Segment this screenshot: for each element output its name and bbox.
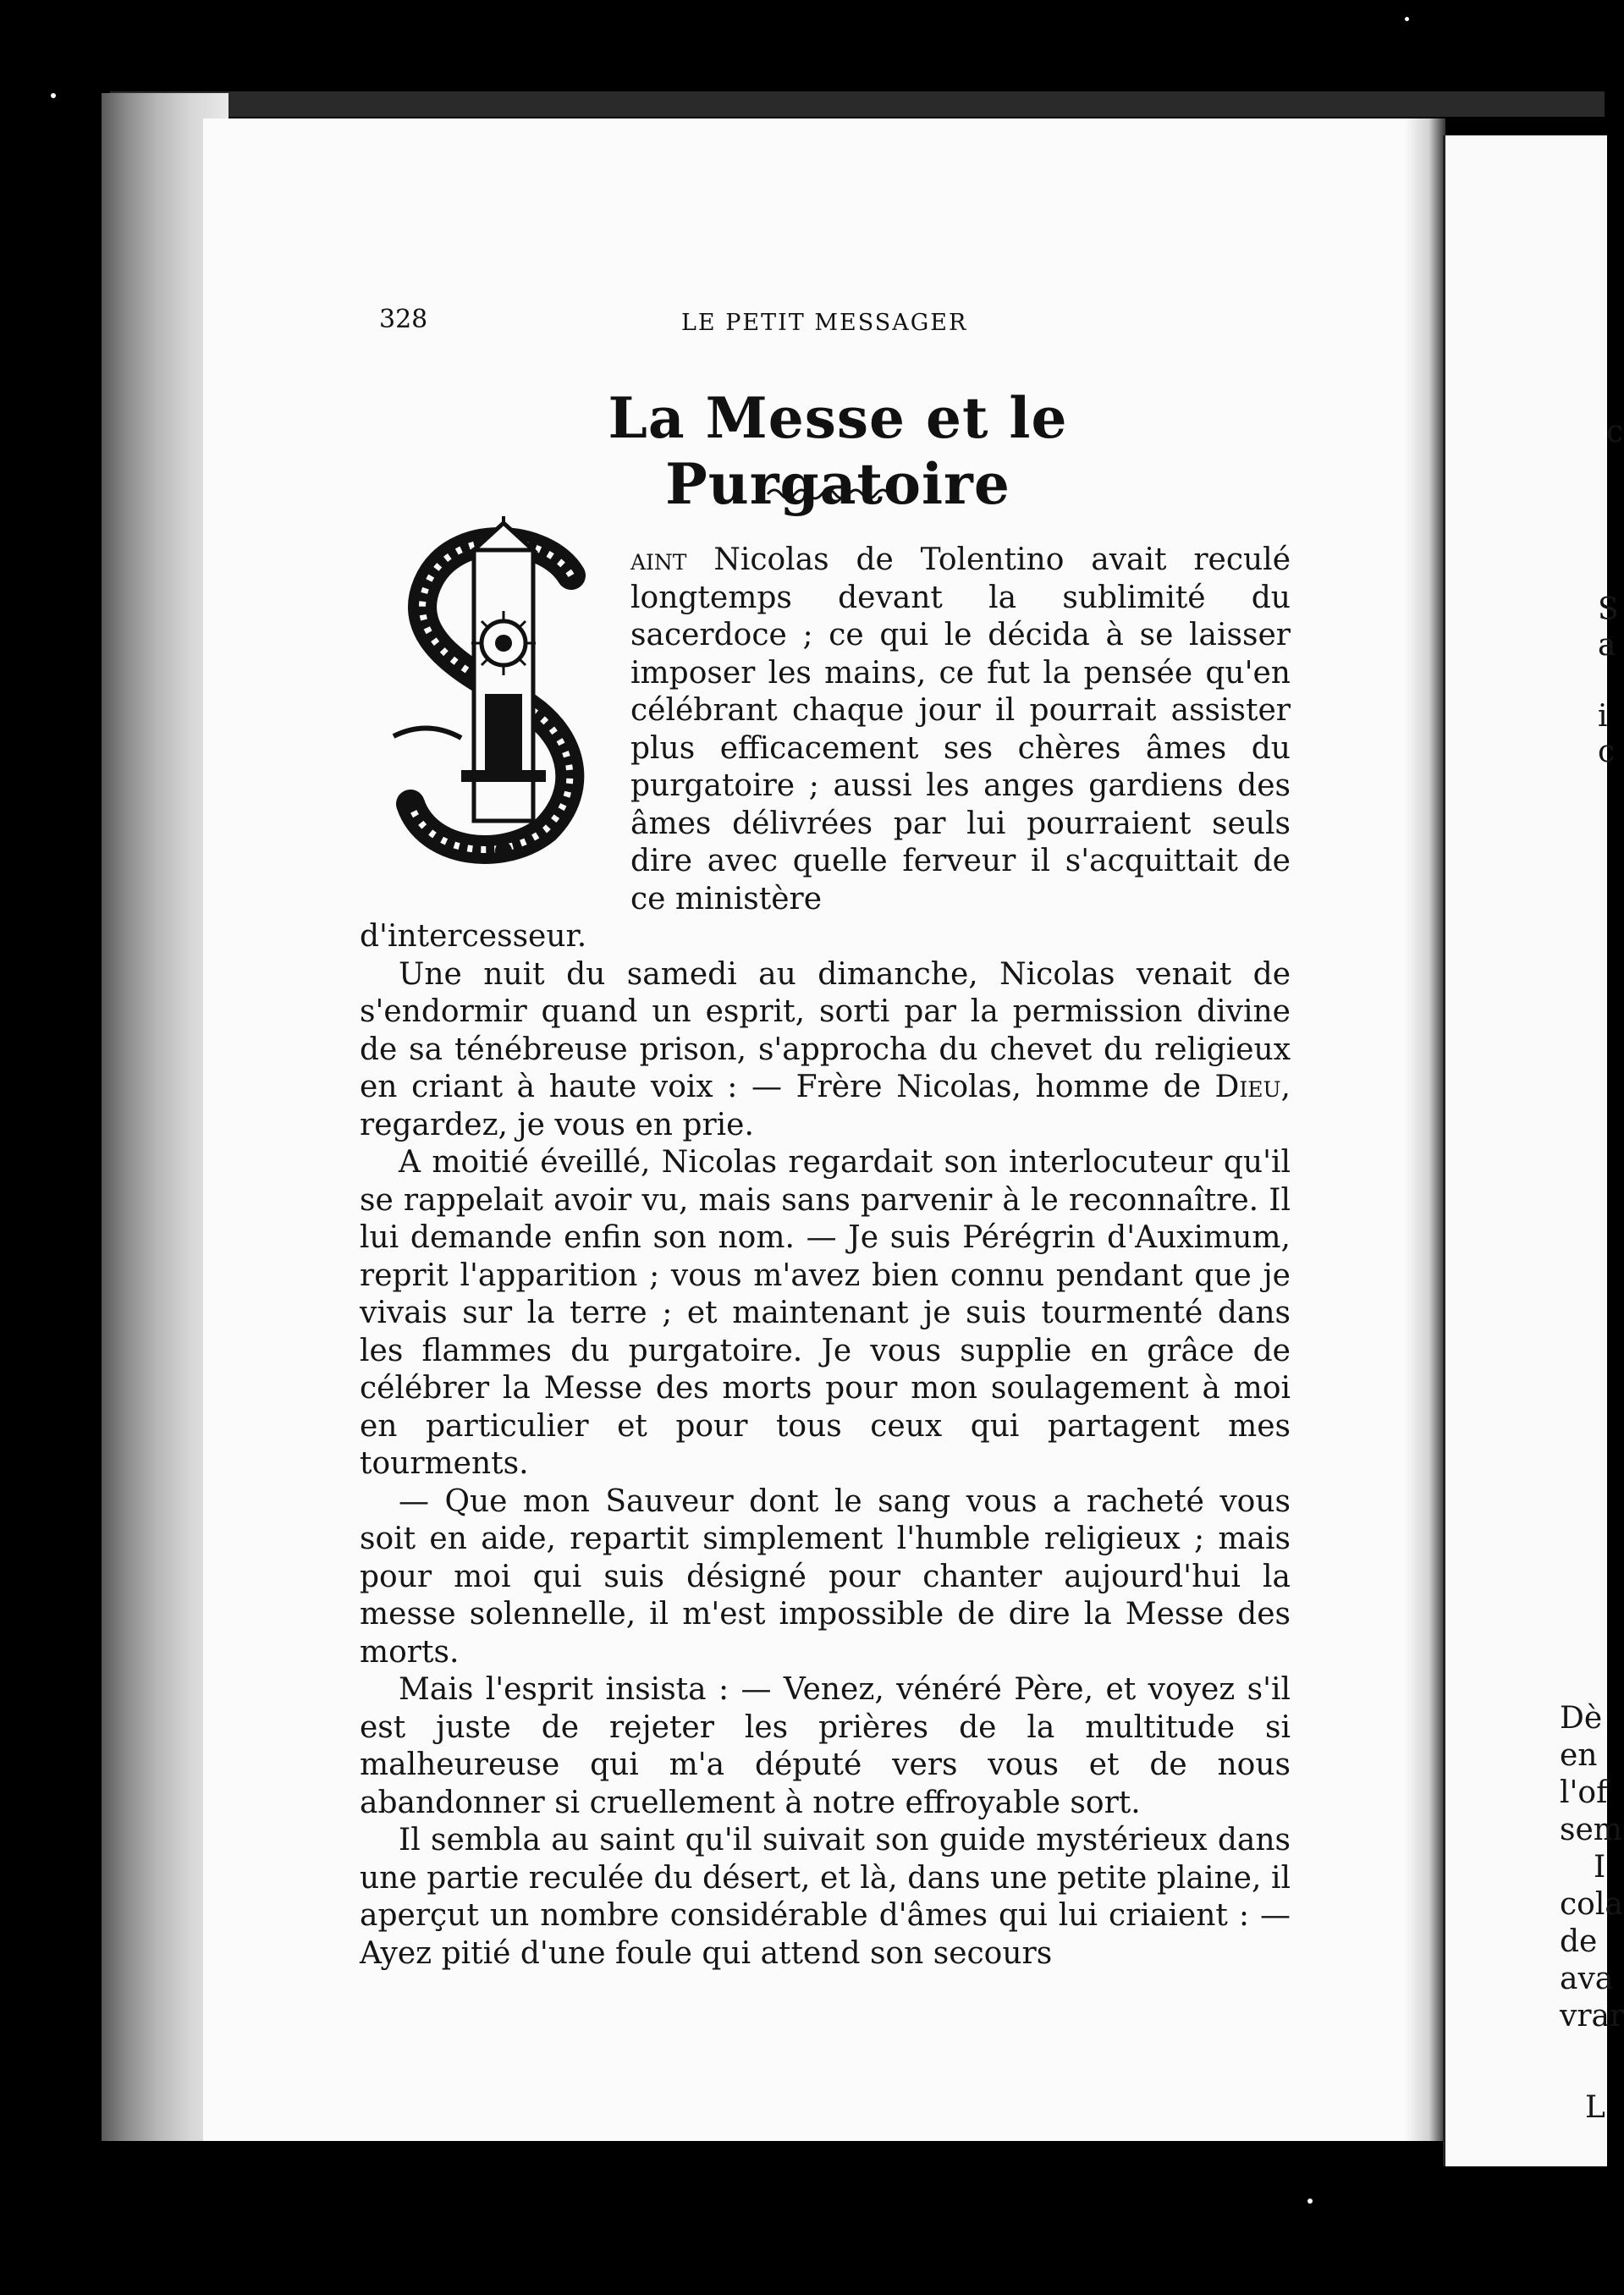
page-number: 328 — [379, 305, 428, 334]
right-fragment: en — [1560, 1738, 1598, 1773]
paragraph: Mais l'esprit insista : — Venez, vénéré Père, et voyez s'il est juste de rejeter les prières de la multitude si malheureuse qui m'a député vers vous et de nous abandonner si cruellement à notre effroyable sort. — [360, 1672, 1291, 1820]
right-fragment: S — [1598, 592, 1619, 627]
right-fragment: sem — [1560, 1813, 1622, 1847]
right-fragment: vrar — [1560, 1999, 1624, 2034]
right-fragment: Dè — [1560, 1701, 1603, 1736]
gutter-shadow — [1405, 118, 1445, 2141]
paragraph: Une nuit du samedi au dimanche, Nicolas venait de s'endormir quand un esprit, sorti par la permission divine de sa ténébreuse prison, s'approcha du chevet du religieux en criant à haute voix : — Frère Nicolas, homme de Dieu, regardez, je vous en prie. — [360, 956, 1291, 1142]
scan-speck — [1405, 17, 1409, 21]
article-body — [360, 542, 1291, 1973]
paragraph: — Que mon Sauveur dont le sang vous a racheté vous soit en aide, repartit simplement l'humble religieux ; mais pour moi qui suis désigné pour chanter aujourd'hui la messe solennelle, il m'est impossible de dire la Messe des morts. — [360, 1483, 1291, 1670]
drop-cap-lead-text: aint — [630, 542, 687, 577]
paragraph: Il sembla au saint qu'il suivait son guide mystérieux dans une partie reculée du désert, et là, dans une petite plaine, il aperçut un nombre considérable d'âmes qui lui criaient : — Ayez pitié d'une foule qui attend son secours — [360, 1823, 1291, 1971]
scan-speck — [1307, 2199, 1313, 2204]
paragraph-tail: d'intercesseur. — [360, 919, 587, 954]
right-fragment: ava — [1560, 1962, 1614, 1996]
right-fragment: cola — [1560, 1887, 1623, 1922]
right-page — [1443, 135, 1624, 2166]
paragraph: A moitié éveillé, Nicolas regardait son interlocuteur qu'il se rappelait avoir vu, mais sans parvenir à le reconnaître. Il lui demande enfin son nom. — Je suis Pérégrin d'Auximum, reprit l'apparition ; vous m'avez bien connu pendant que je vivais sur la terre ; et maintenant je suis tourmenté dans les flammes du purgatoire. Je vous supplie en grâce de célébrer la Messe des morts pour mon soulagement à moi en particulier et pour tous ceux qui partagent mes tourments. — [360, 1145, 1291, 1481]
right-fragment: c — [1606, 415, 1624, 449]
right-fragment: de — [1560, 1924, 1598, 1959]
scan-speck — [51, 93, 56, 98]
wavy-ornament-icon — [766, 484, 893, 501]
paragraph: aint Nicolas de Tolentino avait reculé longtemps devant la sublimité du sacerdoce ; ce qui le décida à se laisser imposer les mains, ce fut la pensée qu'en célébrant chaque jour il pourrait assister plus efficacement ses chères âmes du purgatoire ; aussi les anges gardiens des âmes délivrées par lui pourraient seuls dire avec quelle ferveur il s'acquittait de ce ministère — [630, 542, 1291, 916]
scan-border — [110, 91, 1605, 117]
right-fragment: L — [1585, 2090, 1605, 2125]
right-fragment: l'of — [1560, 1775, 1608, 1810]
right-fragment: I — [1594, 1850, 1606, 1885]
right-fragment: a — [1598, 628, 1616, 663]
article-title: La Messe et le Purgatoire — [608, 385, 1068, 517]
right-fragment: c — [1598, 735, 1616, 769]
running-head: LE PETIT MESSAGER — [681, 310, 968, 336]
right-fragment: i — [1598, 699, 1608, 734]
